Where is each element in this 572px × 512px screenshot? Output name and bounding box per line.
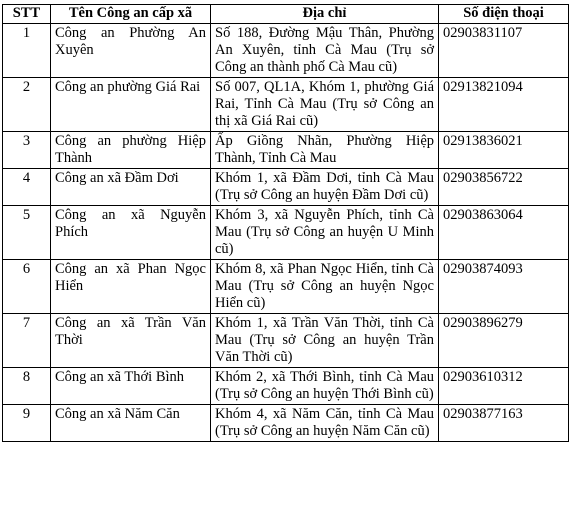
address-cell: Số 007, QL1A, Khóm 1, phường Giá Rai, Tỉnh Cà Mau (Trụ sở Công an thị xã Giá Rai cũ) [211,78,439,132]
phone-number-cell: 02903896279 [439,314,569,368]
police-unit-name-cell: Công an xã Năm Căn [51,405,211,442]
police-unit-name-cell: Công an phường Giá Rai [51,78,211,132]
phone-number-cell: 02903831107 [439,24,569,78]
table-row [3,405,569,442]
table-header [3,5,569,24]
address-cell: Khóm 1, xã Đầm Dơi, tỉnh Cà Mau (Trụ sở Công an huyện Đầm Dơi cũ) [211,169,439,206]
address-cell: Số 188, Đường Mậu Thân, Phường An Xuyên, tỉnh Cà Mau (Trụ sở Công an thành phố Cà Mau cũ) [211,24,439,78]
table-row [3,78,569,132]
phone-number-cell: 02903874093 [439,260,569,314]
police-unit-name-cell: Công an xã Đầm Dơi [51,169,211,206]
stt-cell: 1 [3,24,51,78]
phone-number-cell: 02903610312 [439,368,569,405]
stt-cell: 9 [3,405,51,442]
stt-cell: 7 [3,314,51,368]
address-cell: Khóm 4, xã Năm Căn, tỉnh Cà Mau (Trụ sở Công an huyện Năm Căn cũ) [211,405,439,442]
header-phone: Số điện thoại [439,5,569,24]
address-cell: Khóm 2, xã Thới Bình, tỉnh Cà Mau (Trụ sở Công an huyện Thới Bình cũ) [211,368,439,405]
table-row [3,314,569,368]
address-cell: Khóm 3, xã Nguyễn Phích, tỉnh Cà Mau (Trụ sở Công an huyện U Minh cũ) [211,206,439,260]
table-row [3,260,569,314]
police-unit-name-cell: Công an xã Phan Ngọc Hiển [51,260,211,314]
table-row [3,368,569,405]
phone-number-cell: 02903856722 [439,169,569,206]
address-cell: Ấp Giồng Nhãn, Phường Hiệp Thành, Tỉnh Cà Mau [211,132,439,169]
stt-cell: 5 [3,206,51,260]
stt-cell: 2 [3,78,51,132]
header-name: Tên Công an cấp xã [51,5,211,24]
table-row [3,169,569,206]
stt-cell: 4 [3,169,51,206]
header-stt: STT [3,5,51,24]
police-unit-name-cell: Công an phường Hiệp Thành [51,132,211,169]
police-unit-name-cell: Công an xã Nguyễn Phích [51,206,211,260]
table-row [3,206,569,260]
phone-number-cell: 02903863064 [439,206,569,260]
police-unit-name-cell: Công an xã Thới Bình [51,368,211,405]
police-directory-table [2,4,569,442]
header-row [3,5,569,24]
address-cell: Khóm 8, xã Phan Ngọc Hiển, tỉnh Cà Mau (Trụ sở Công an huyện Ngọc Hiển cũ) [211,260,439,314]
phone-number-cell: 02913821094 [439,78,569,132]
phone-number-cell: 02913836021 [439,132,569,169]
stt-cell: 8 [3,368,51,405]
police-unit-name-cell: Công an Phường An Xuyên [51,24,211,78]
table-row [3,132,569,169]
stt-cell: 6 [3,260,51,314]
police-unit-name-cell: Công an xã Trần Văn Thời [51,314,211,368]
address-cell: Khóm 1, xã Trần Văn Thời, tỉnh Cà Mau (Trụ sở Công an huyện Trần Văn Thời cũ) [211,314,439,368]
stt-cell: 3 [3,132,51,169]
table-body [3,24,569,442]
header-address: Địa chỉ [211,5,439,24]
phone-number-cell: 02903877163 [439,405,569,442]
table-row [3,24,569,78]
